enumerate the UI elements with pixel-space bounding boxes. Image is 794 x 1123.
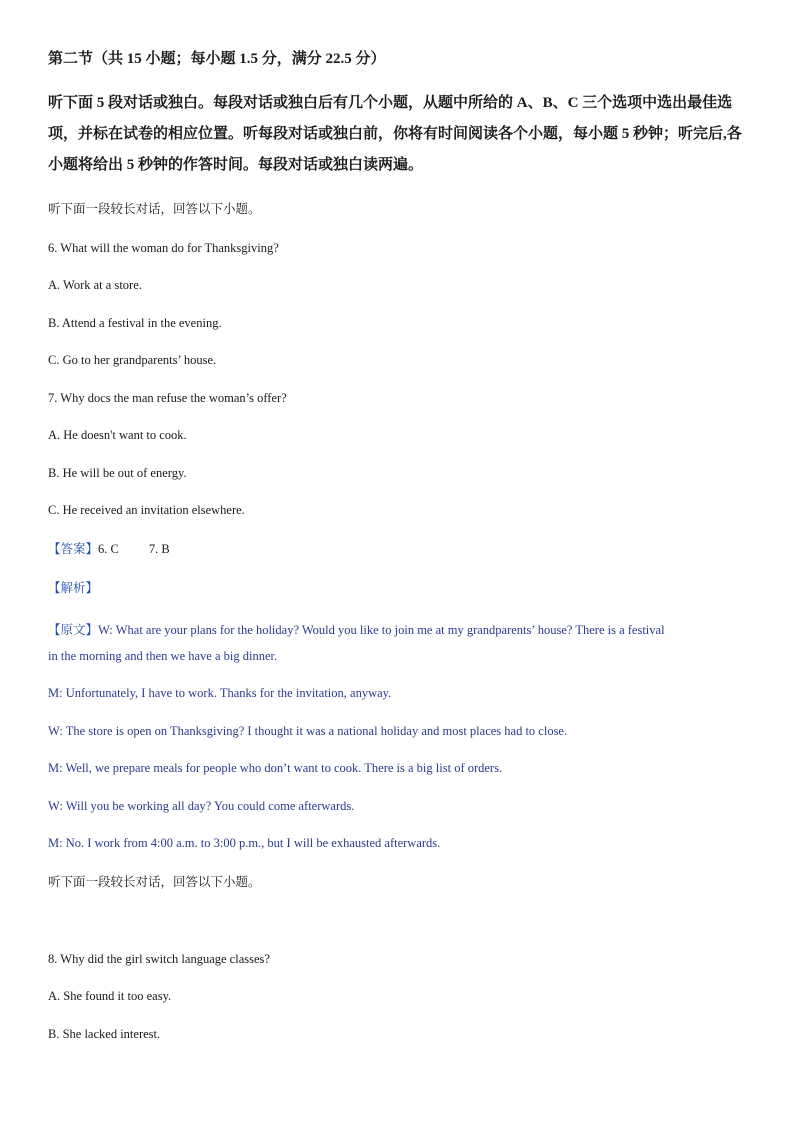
transcript-line: M: Well, we prepare meals for people who don’t want to cook. There is a big list of orders. xyxy=(48,761,503,775)
question-6: 6. What will the woman do for Thanksgiving? xyxy=(48,241,279,255)
answer-7: 7. B xyxy=(148,542,170,556)
q6-option-a: A. Work at a store. xyxy=(48,278,142,292)
transcript-line xyxy=(48,622,665,638)
q7-option-a: A. He doesn't want to cook. xyxy=(48,428,187,442)
q7-option-b: B. He will be out of energy. xyxy=(48,466,187,480)
answer-line xyxy=(48,541,170,557)
answer-6: 6. C xyxy=(98,542,119,556)
q7-option-c: C. He received an invitation elsewhere. xyxy=(48,503,245,517)
transcript-line: W: Will you be working all day? You could come afterwards. xyxy=(48,799,355,813)
dialogue2-intro: 听下面一段较长对话，回答以下小题。 xyxy=(48,875,261,889)
section-instructions: 听下面 5 段对话或独白。每段对话或独白后有几个小题，从题中所给的 A、B、C 三个选项中选出最佳选项，并标在试卷的相应位置。听每段对话或独白前，你将有时间阅读各个小题，每小题 5 秒钟；听完后,各小题将给出 5 秒钟的作答时间。每段对话或独白读两遍。 xyxy=(48,95,742,173)
q8-option-b: B. She lacked interest. xyxy=(48,1027,161,1041)
section-title: 第二节（共 15 小题；每小题 1.5 分，满分 22.5 分） xyxy=(48,51,386,67)
q6-option-b: B. Attend a festival in the evening. xyxy=(48,316,222,330)
analysis-tag: 【解析】 xyxy=(48,581,99,595)
transcript-line: in the morning and then we have a big dinner. xyxy=(48,649,278,663)
transcript-line: M: Unfortunately, I have to work. Thanks for the invitation, anyway. xyxy=(48,686,392,700)
transcript-line: W: The store is open on Thanksgiving? I thought it was a national holiday and most places had to close. xyxy=(48,724,568,738)
question-8: 8. Why did the girl switch language classes? xyxy=(48,952,270,966)
answer-tag: 【答案】 xyxy=(48,542,99,556)
transcript-line: M: No. I work from 4:00 a.m. to 3:00 p.m., but I will be exhausted afterwards. xyxy=(48,836,441,850)
q6-option-c: C. Go to her grandparents’ house. xyxy=(48,353,217,367)
q8-option-a: A. She found it too easy. xyxy=(48,989,172,1003)
dialogue1-intro: 听下面一段较长对话，回答以下小题。 xyxy=(48,202,261,216)
question-7: 7. Why docs the man refuse the woman’s offer? xyxy=(48,391,287,405)
original-tag: 【原文】 xyxy=(48,623,99,637)
transcript-text: W: What are your plans for the holiday? Would you like to join me at my grandparents’ house? There is a festival xyxy=(98,623,665,637)
